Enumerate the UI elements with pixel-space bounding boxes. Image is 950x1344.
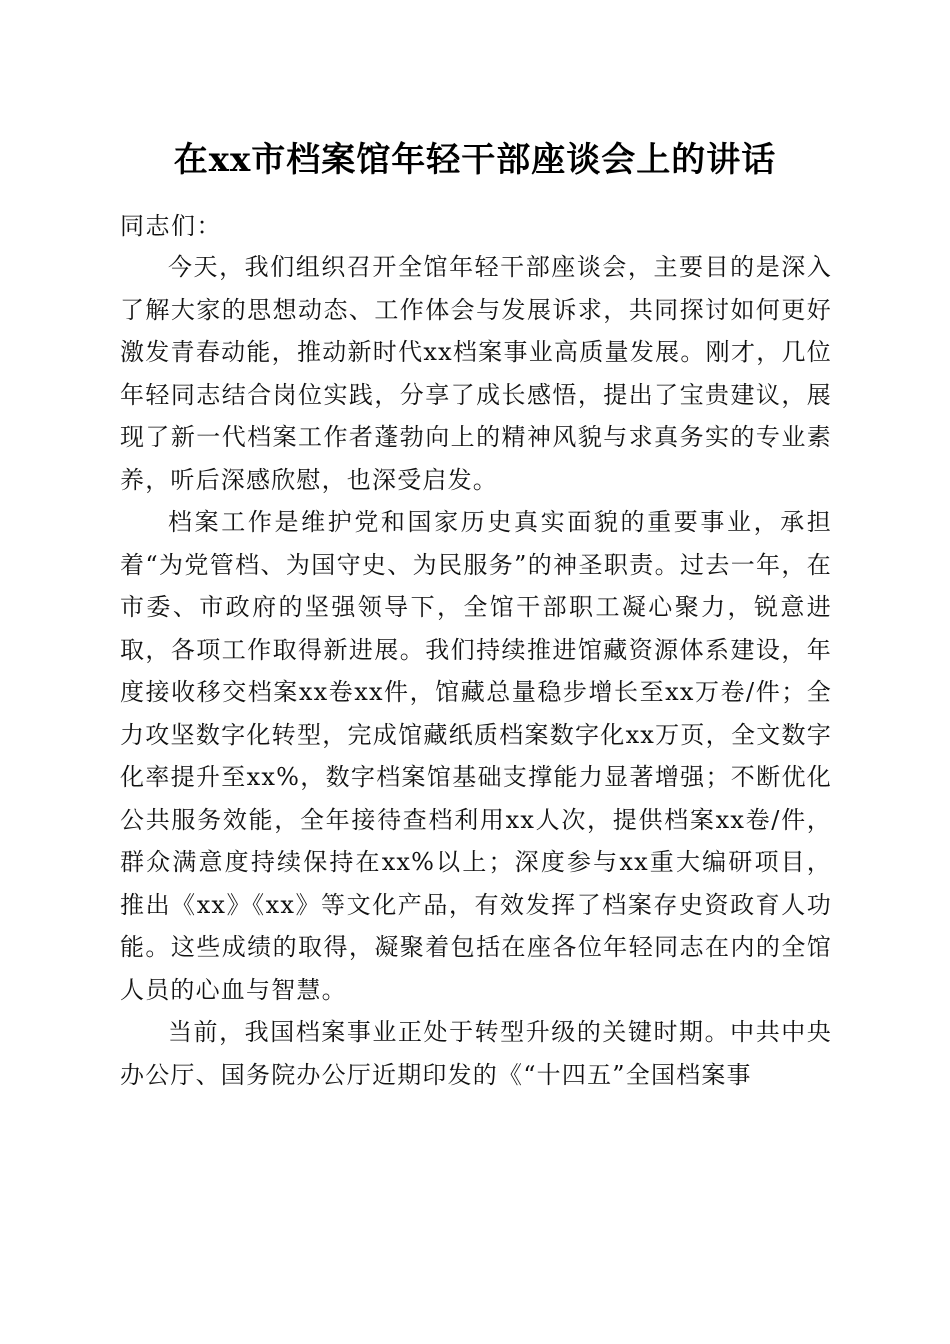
document-body [120, 206, 832, 1096]
paragraph-1: 今天，我们组织召开全馆年轻干部座谈会，主要目的是深入了解大家的思想动态、工作体会与发展诉求，共同探讨如何更好激发青春动能，推动新时代xx档案事业高质量发展。刚才，几位年轻同志结合岗位实践，分享了成长感悟，提出了宝贵建议，展现了新一代档案工作者蓬勃向上的精神风貌与求真务实的专业素养，听后深感欣慰，也深受启发。 [120, 253, 832, 494]
document-title: 在xx市档案馆年轻干部座谈会上的讲话 [173, 140, 777, 180]
paragraph-3: 当前，我国档案事业正处于转型升级的关键时期。中共中央办公厅、国务院办公厅近期印发的《“十四五”全国档案事 [120, 1018, 832, 1089]
salutation: 同志们： [120, 212, 222, 240]
paragraph-2: 档案工作是维护党和国家历史真实面貌的重要事业，承担着“为党管档、为国守史、为民服务”的神圣职责。过去一年，在市委、市政府的坚强领导下，全馆干部职工凝心聚力，锐意进取，各项工作取得新进展。我们持续推进馆藏资源体系建设，年度接收移交档案xx卷xx件，馆藏总量稳步增长至xx万卷/件；全力攻坚数字化转型，完成馆藏纸质档案数字化xx万页，全文数字化率提升至xx%，数字档案馆基础支撑能力显著增强；不断优化公共服务效能，全年接待查档利用xx人次，提供档案xx卷/件，群众满意度持续保持在xx%以上；深度参与xx重大编研项目，推出《xx》《xx》等文化产品，有效发挥了档案存史资政育人功能。这些成绩的取得，凝聚着包括在座各位年轻同志在内的全馆人员的心血与智慧。 [120, 508, 832, 1004]
